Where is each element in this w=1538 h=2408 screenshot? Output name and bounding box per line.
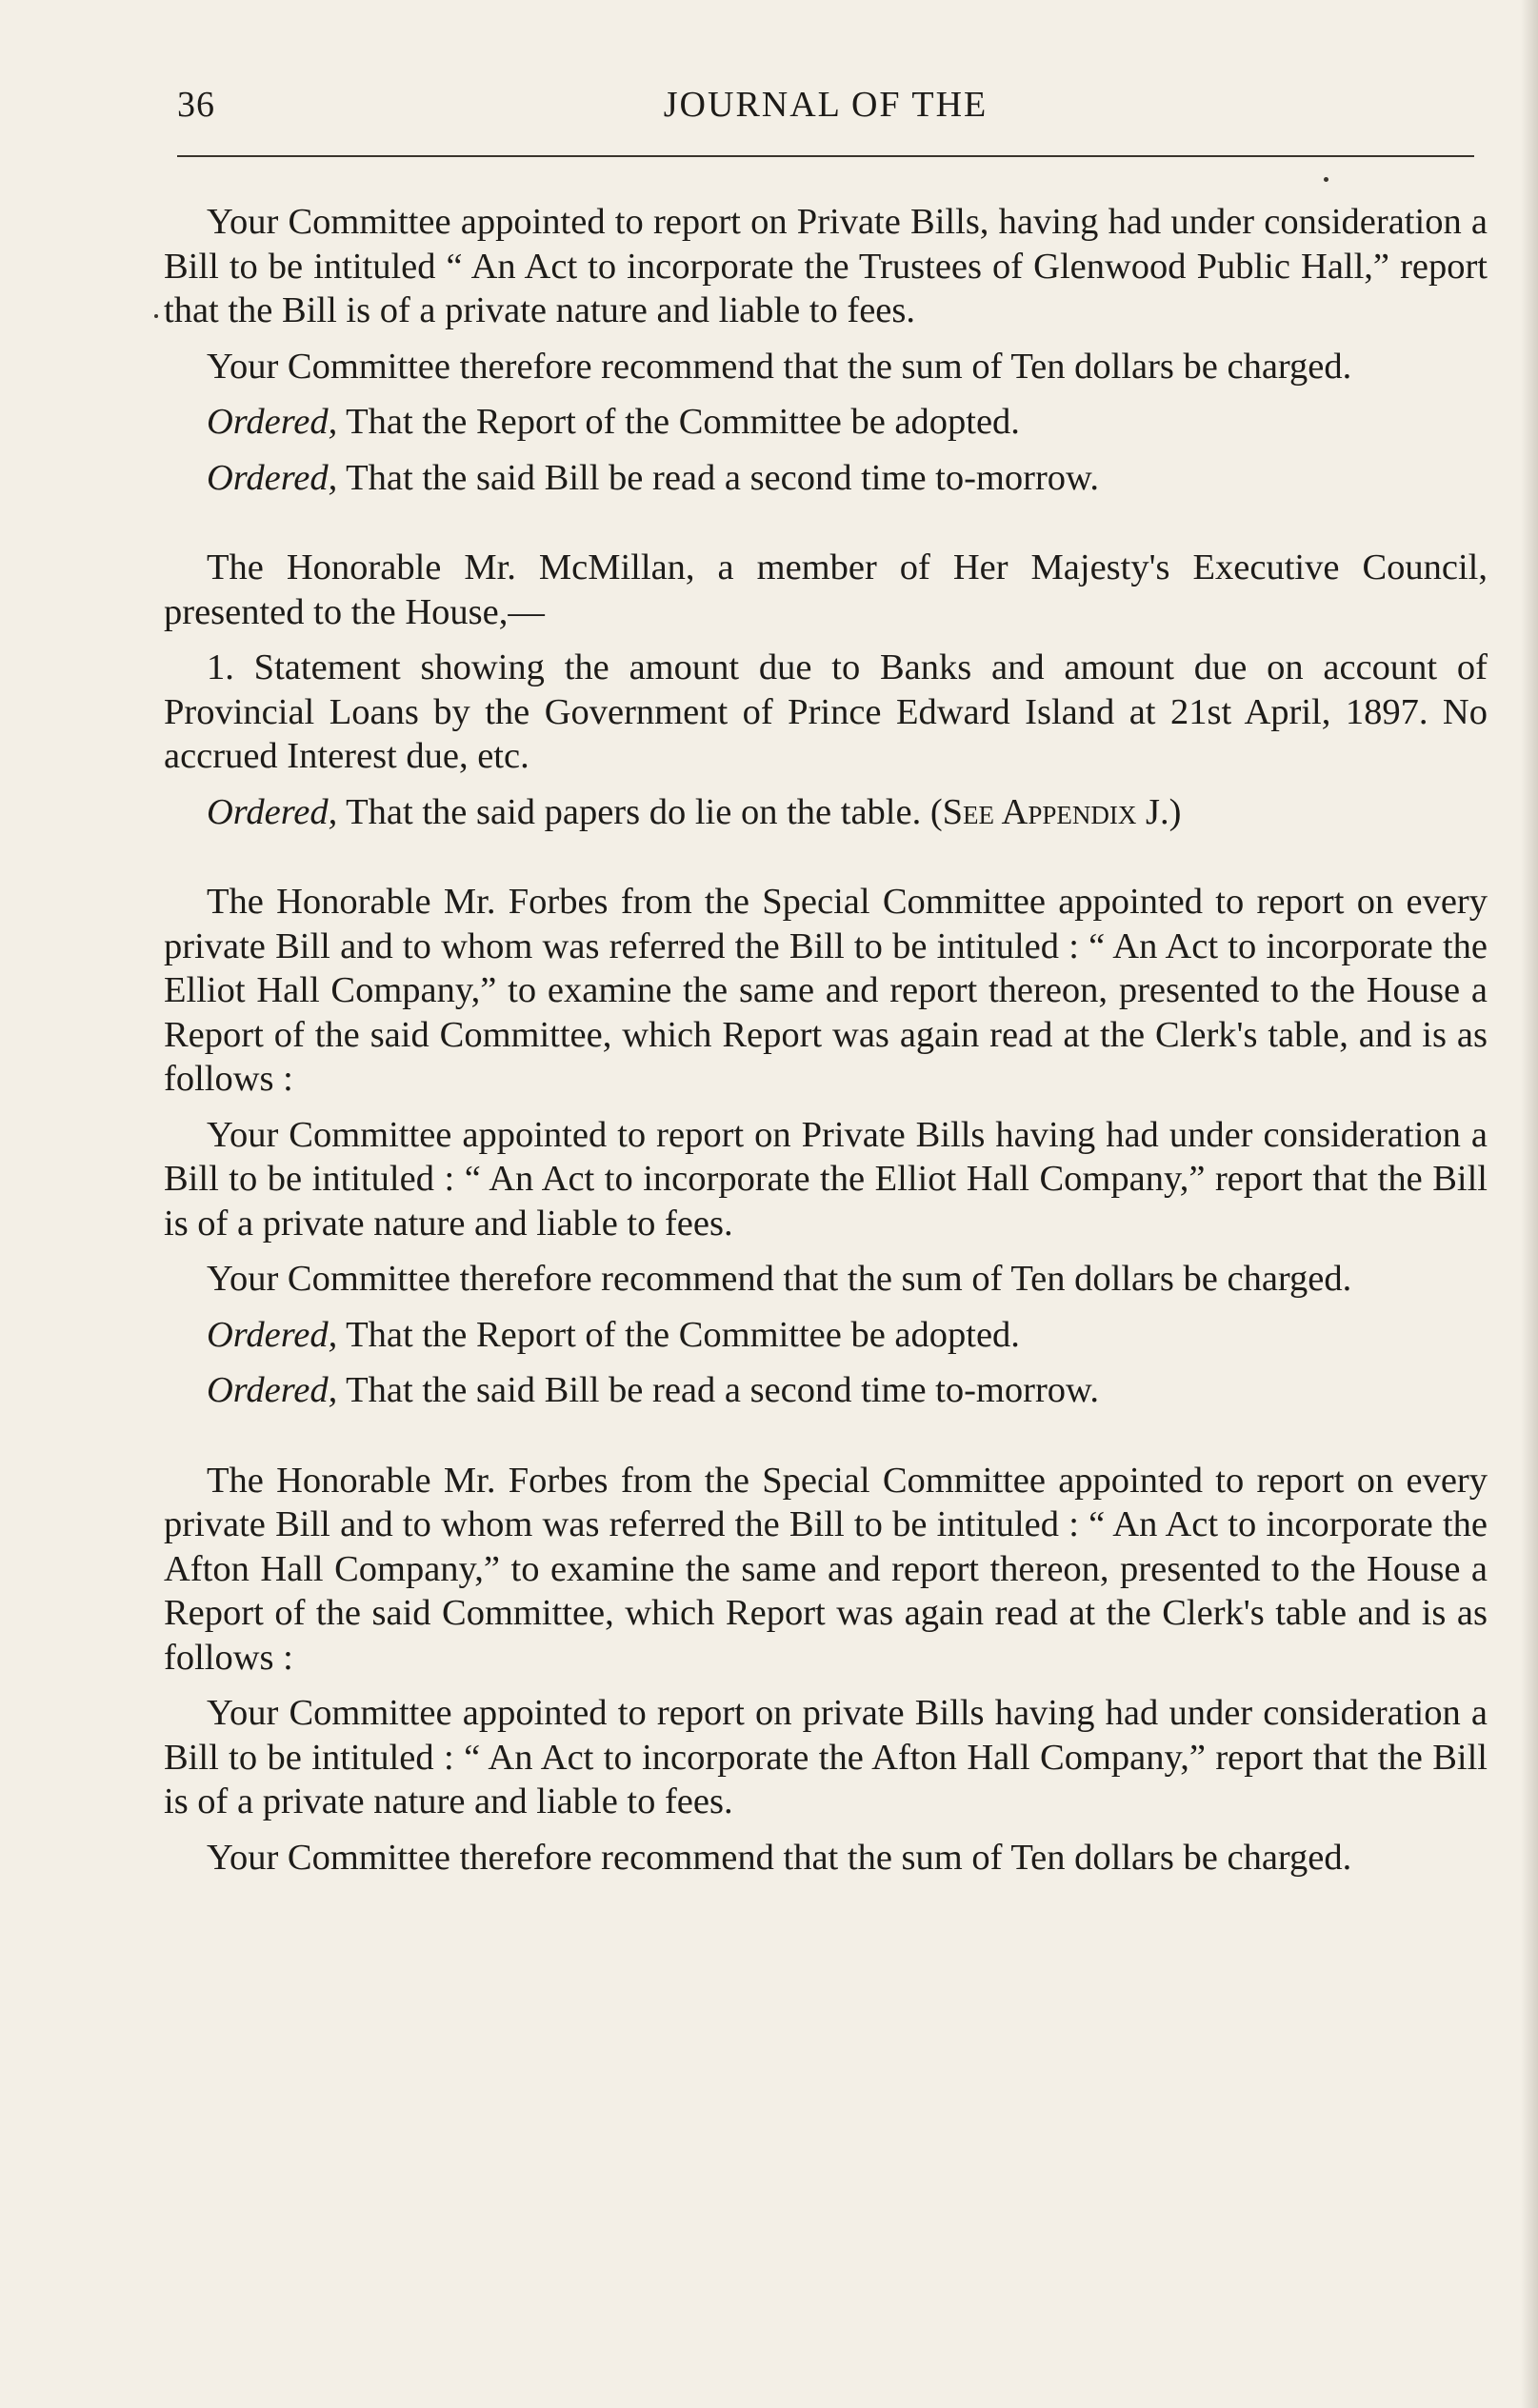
glenwood-report-section: [164, 200, 1488, 500]
ordered-text: That the Report of the Committee be adopted.: [346, 402, 1020, 442]
ordered-word: Ordered,: [207, 1314, 338, 1355]
ordered-text: That the Report of the Committee be adopted.: [346, 1314, 1020, 1355]
paragraph-gap: [164, 634, 1488, 646]
committee-report-paragraph: Your Committee appointed to report on private Bills having had under consideration a Bill to be intituled : “ An Act to incorporate the Afton Hall Company,” report that the Bill is of a private nature and liable to fees.: [164, 1693, 1488, 1821]
paragraph-gap: [164, 1824, 1488, 1836]
section-gap: [164, 1413, 1488, 1459]
paragraph-gap: [164, 779, 1488, 790]
paragraph-gap: [164, 1680, 1488, 1691]
committee-report-paragraph: Your Committee appointed to report on Private Bills having had under consideration a Bill to be intituled : “ An Act to incorporate the Elliot Hall Company,” report that the Bill is of a private nature and liable to fees.: [164, 1114, 1488, 1244]
statement-paragraph: 1. Statement showing the amount due to Banks and amount due on account of Provincial Loans by the Government of Prince Edward Island at 21st April, 1897. No accrued Interest due, etc.: [164, 647, 1488, 776]
fee-recommendation-paragraph: Your Committee therefore recommend that the sum of Ten dollars be charged.: [207, 1837, 1352, 1878]
paragraph-gap: [164, 333, 1488, 345]
page-header: [177, 78, 1474, 135]
paragraph-gap: [164, 1302, 1488, 1313]
paragraph-gap: [164, 1102, 1488, 1113]
elliot-hall-section: [164, 880, 1488, 1413]
ordered-word: Ordered,: [207, 402, 338, 442]
ordered-text: That the said papers do lie on the table.: [346, 791, 922, 832]
section-gap: [164, 834, 1488, 880]
ordered-adopt-line: [164, 1313, 1488, 1358]
print-speck: [154, 314, 158, 318]
fee-recommendation-paragraph: Your Committee therefore recommend that the sum of Ten dollars be charged.: [207, 1259, 1352, 1299]
paragraph-gap: [164, 1245, 1488, 1257]
running-head: JOURNAL OF THE: [663, 85, 989, 125]
ordered-lie-on-table-line: [164, 790, 1488, 835]
forbes-presentation-paragraph: The Honorable Mr. Forbes from the Special Committee appointed to report on every private Bill and to whom was referred the Bill to be intituled : “ An Act to incorporate the Afton Hall Company,” to examine the same and report thereon, presented to the House a Report of the said Committee, which Report was again read at the Clerk's table and is as follows :: [164, 1460, 1488, 1678]
paragraph-gap: [164, 1357, 1488, 1368]
fee-recommendation-paragraph: Your Committee therefore recommend that the sum of Ten dollars be charged.: [207, 346, 1352, 387]
page-body: [164, 200, 1488, 1880]
forbes-presentation-paragraph: The Honorable Mr. Forbes from the Special Committee appointed to report on every private Bill and to whom was referred the Bill to be intituled : “ An Act to incorporate the Elliot Hall Company,” to examine the same and report thereon, presented to the House a Report of the said Committee, which Report was again read at the Clerk's table, and is as follows :: [164, 882, 1488, 1099]
ordered-word: Ordered,: [207, 791, 338, 832]
mcmillan-papers-section: [164, 546, 1488, 834]
ordered-text: That the said Bill be read a second time to-morrow.: [346, 457, 1099, 498]
ordered-second-reading-line: [164, 456, 1488, 501]
committee-report-paragraph: Your Committee appointed to report on Private Bills, having had under consideration a Bill to be intituled “ An Act to incorporate the Trustees of Glenwood Public Hall,” report that the Bill is of a private nature and liable to fees.: [164, 202, 1488, 330]
paragraph-gap: [164, 388, 1488, 400]
ordered-text: That the said Bill be read a second time to-morrow.: [346, 1370, 1099, 1410]
page-number: 36: [177, 85, 215, 125]
afton-hall-section: [164, 1459, 1488, 1881]
ordered-second-reading-line: [164, 1368, 1488, 1413]
appendix-reference: (See Appendix J.): [929, 791, 1182, 832]
print-speck: [1324, 177, 1328, 182]
ordered-adopt-line: [164, 400, 1488, 445]
header-rule: [177, 155, 1474, 157]
presentation-paragraph: The Honorable Mr. McMillan, a member of Her Majesty's Executive Council, presented to the House,—: [164, 547, 1488, 632]
ordered-word: Ordered,: [207, 1370, 338, 1410]
section-gap: [164, 500, 1488, 546]
paragraph-gap: [164, 445, 1488, 456]
page-edge-shadow: [1521, 0, 1538, 2408]
ordered-word: Ordered,: [207, 457, 338, 498]
